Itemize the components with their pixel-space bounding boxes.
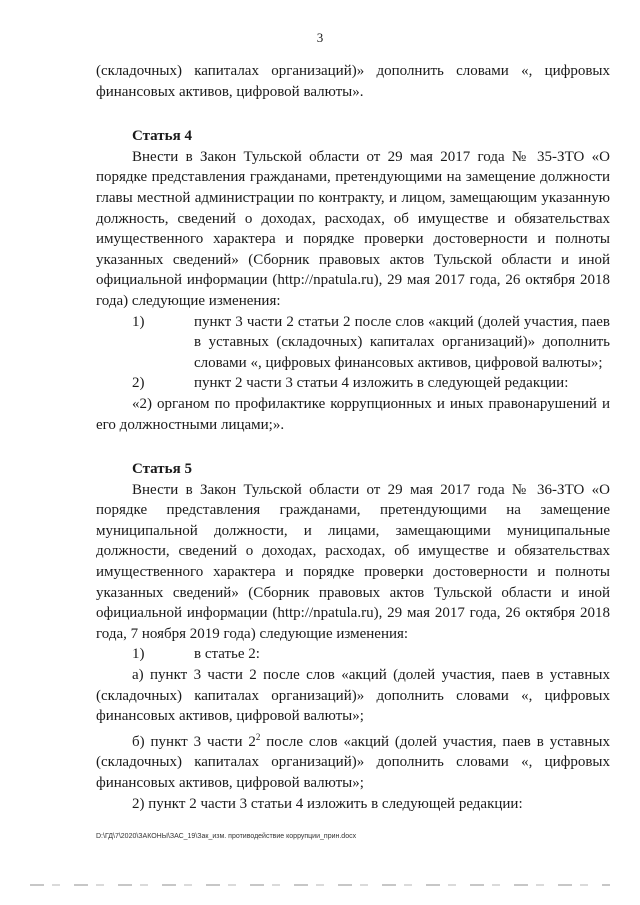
article-4-item-2 bbox=[96, 373, 610, 394]
article-4-item-1 bbox=[96, 312, 610, 374]
scan-artifact-line bbox=[30, 884, 610, 886]
item-text: пункт 3 части 2 статьи 2 после слов «акций (долей участия, паев в уставных (складочных) капиталах организаций)» дополнить словами «, цифровых финансовых активов, цифровой валюты»; bbox=[194, 313, 610, 371]
item-text: пункт 2 части 3 статьи 4 изложить в следующей редакции: bbox=[194, 375, 569, 392]
item-number: 2) bbox=[132, 375, 145, 392]
article-5-sub-a: а) пункт 3 части 2 после слов «акций (долей участия, паев в уставных (складочных) капиталах организаций)» дополнить словами «, цифровых финансовых активов, цифровой валюты»; bbox=[96, 667, 610, 725]
page-number: 3 bbox=[316, 30, 324, 45]
article-5-heading: Статья 5 bbox=[132, 461, 192, 478]
article-5-sub-b bbox=[96, 727, 610, 794]
superscript: 2 bbox=[255, 731, 261, 742]
item-number: 1) bbox=[132, 313, 145, 330]
document-body bbox=[96, 61, 610, 814]
article-5-item-1 bbox=[96, 644, 610, 665]
article-5-body: Внести в Закон Тульской области от 29 мая 2017 года № 36-ЗТО «О порядке представления гражданами, претендующими на замещение муниципальной должности, и лицами, замещающими муниципальные должности, сведений о доходах, расходах, об имуществе и обязательствах имущественного характера и порядке проверки достоверности и полноты указанных сведений» (Сборник правовых актов Тульской области и иной официальной информации (http://npatula.ru), 29 мая 2017 года, 26 октября 2018 года, 7 ноября 2019 года) следующие изменения: bbox=[96, 481, 610, 642]
article-4-heading: Статья 4 bbox=[132, 128, 192, 145]
sub-b-rest: после слов «акций (долей участия, паев в уставных (складочных) капиталах организаций)» дополнить словами «, цифровых финансовых активов, цифровой валюты»; bbox=[96, 733, 610, 791]
item-text: в статье 2: bbox=[194, 646, 260, 663]
article-4-quote: «2) органом по профилактике коррупционных и иных правонарушений и его должностными лицами;». bbox=[96, 395, 610, 433]
item-number: 1) bbox=[132, 646, 145, 663]
file-path-footer: D:\ГД\7\2020\ЗАКОНЫ\ЗАС_19\Зак_изм. противодействие коррупции_прин.docx bbox=[96, 833, 357, 840]
intro-paragraph: (складочных) капиталах организаций)» дополнить словами «, цифровых финансовых активов, цифровой валюты». bbox=[96, 63, 610, 100]
article-5-item-2: 2) пункт 2 части 3 статьи 4 изложить в следующей редакции: bbox=[132, 795, 523, 812]
sub-b-start: б) пункт 3 части 2 bbox=[132, 733, 256, 750]
article-4-body: Внести в Закон Тульской области от 29 мая 2017 года № 35-ЗТО «О порядке представления гражданами, претендующими на замещение должности главы местной администрации по контракту, и лицом, замещающим указанную должность, сведений о доходах, расходах, об имуществе и обязательствах имущественного характера и порядке проверки достоверности и полноты указанных сведений» (Сборник правовых актов Тульской области и иной официальной информации (http://npatula.ru), 29 мая 2017 года, 26 октября 2018 года) следующие изменения: bbox=[96, 148, 610, 309]
